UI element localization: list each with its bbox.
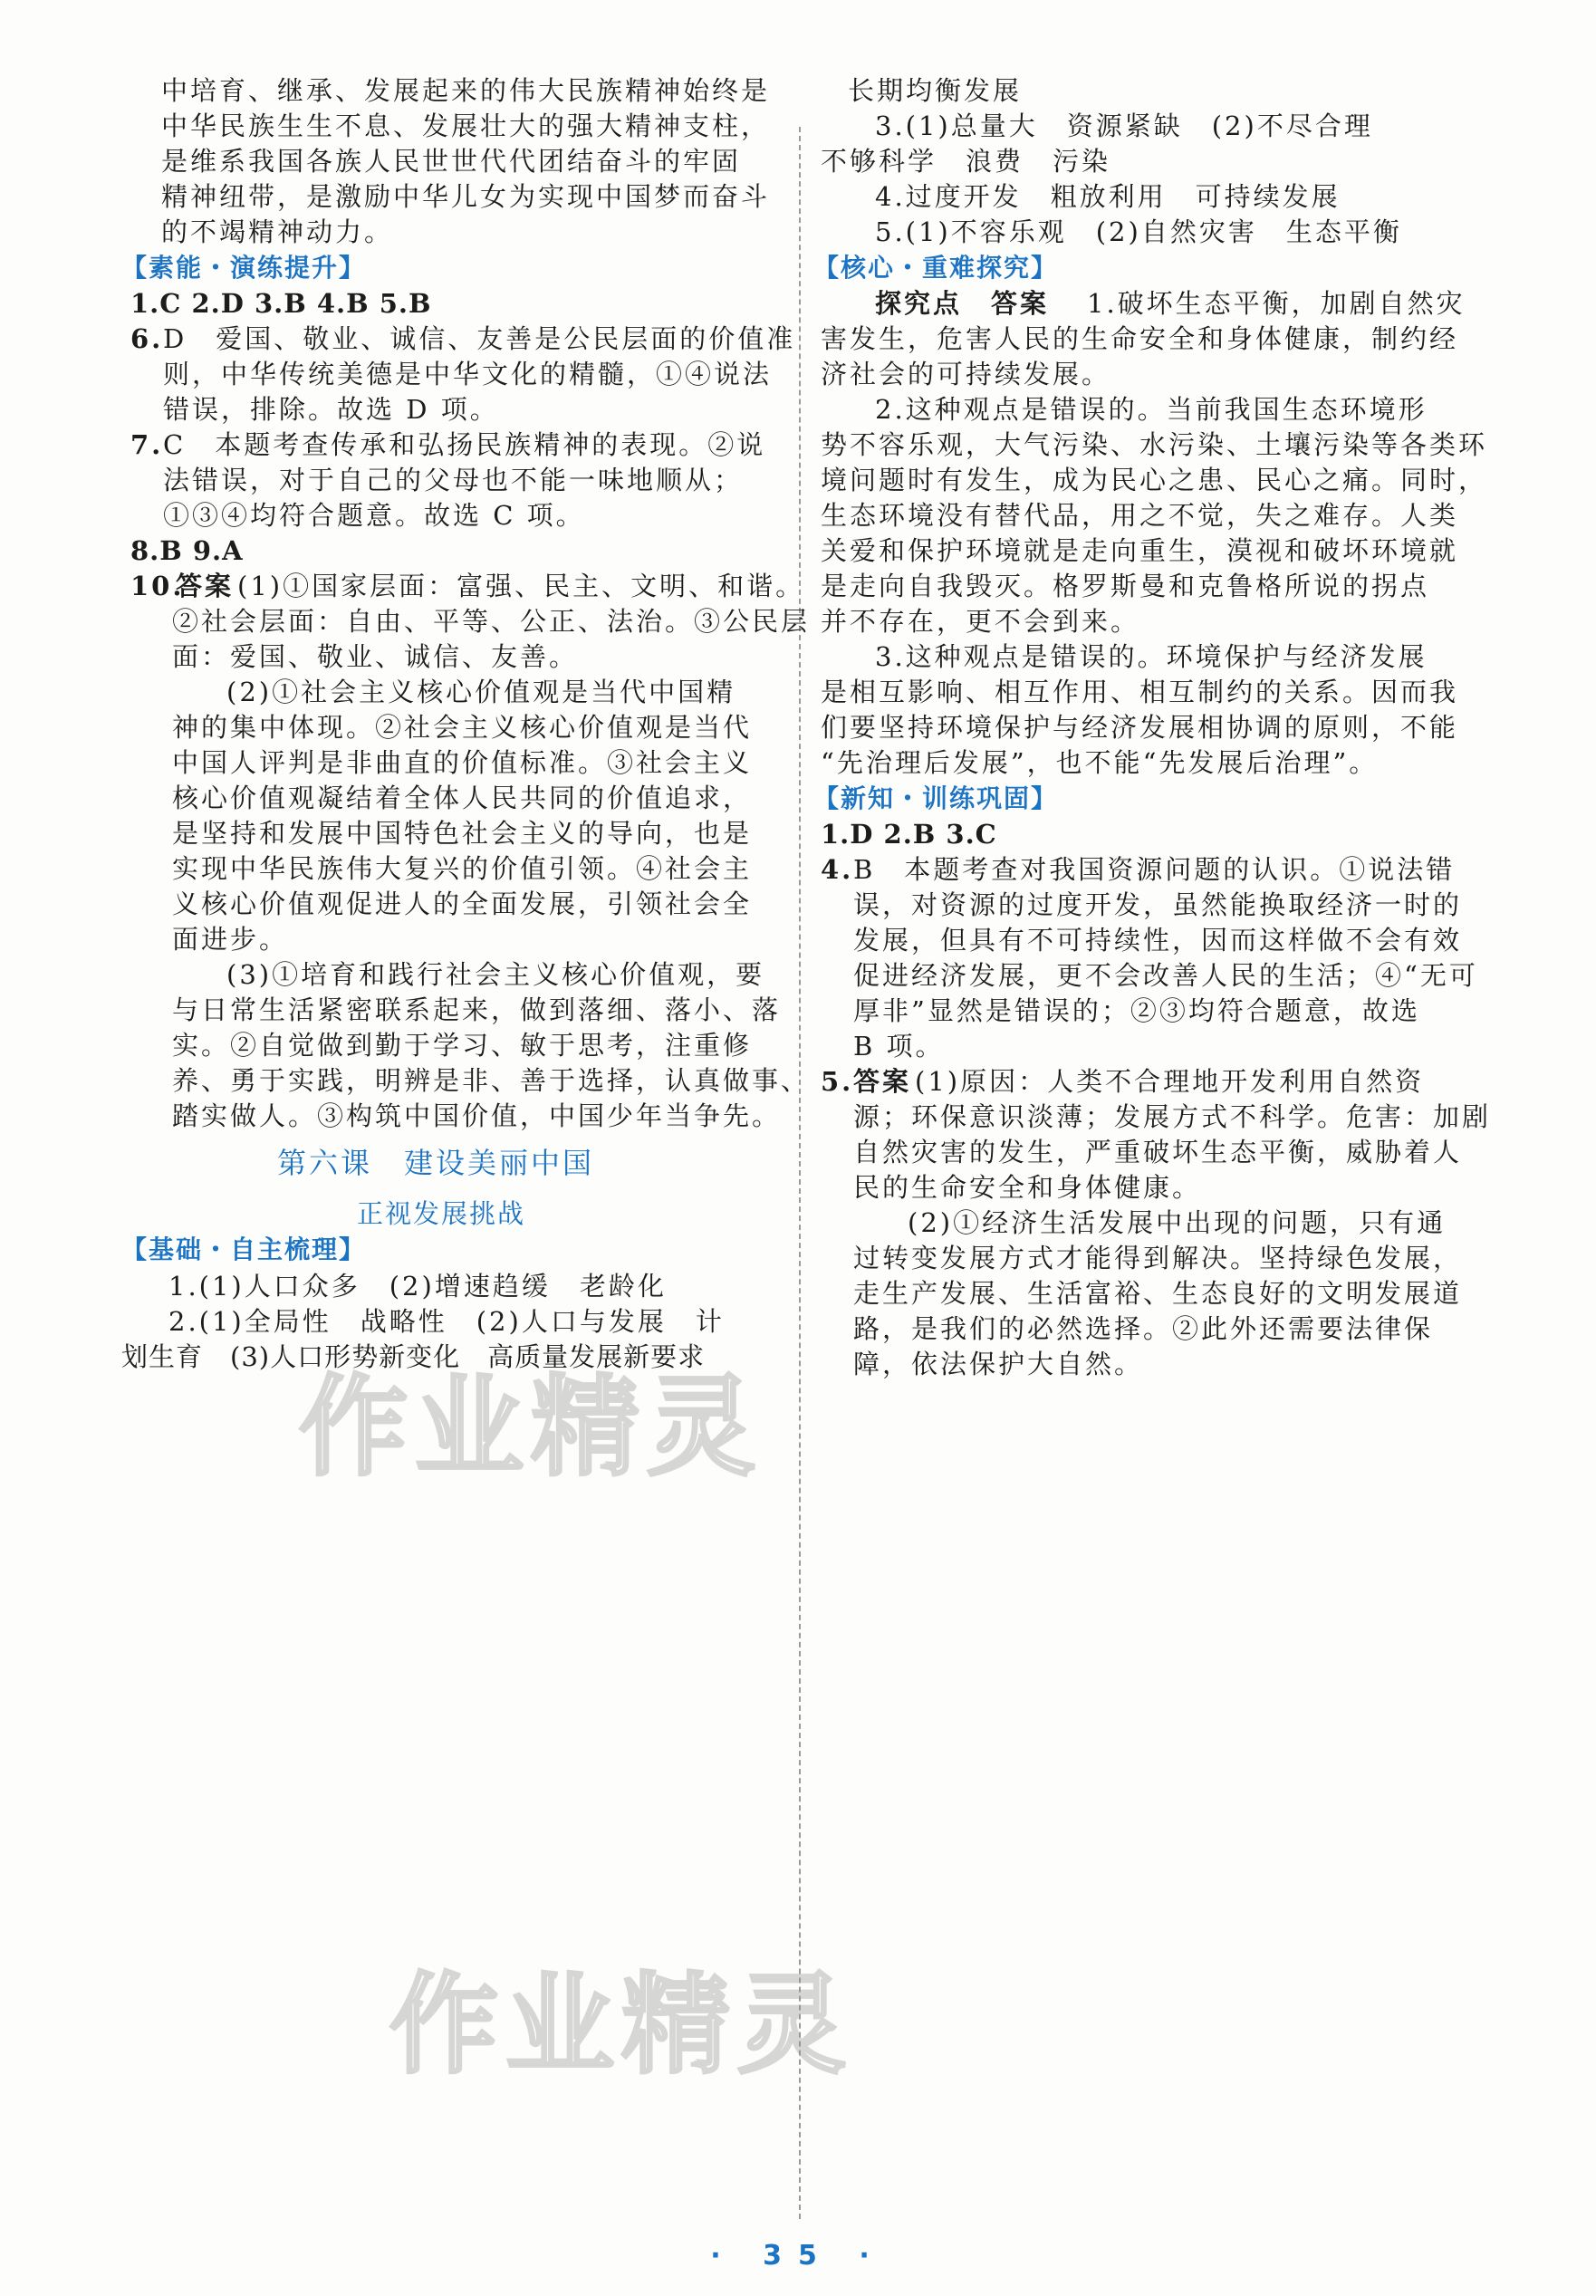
text-line: 实现中华民族伟大复兴的价值引领。④社会主 (172, 853, 753, 884)
text-line: 5.(1)不容乐观 (2)自然灾害 生态平衡 (875, 216, 1402, 247)
text-line: 厚非”显然是错误的；②③均符合题意，故选 (853, 995, 1420, 1026)
text-line: 源；环保意识淡薄；发展方式不科学。危害：加剧 (853, 1101, 1492, 1132)
answers-1-5: 1.C 2.D 3.B 4.B 5.B (130, 288, 432, 319)
page-number: · 35 · (710, 2240, 886, 2272)
text-line: 并不存在，更不会到来。 (821, 606, 1140, 637)
text-line: (1)原因：人类不合理地开发利用自然资 (915, 1066, 1425, 1097)
explore-label: 探究点 答案 (875, 288, 1050, 319)
text-line: (2)①经济生活发展中出现的问题，只有通 (908, 1207, 1447, 1238)
question-number: 6. (130, 323, 164, 354)
text-line: 自然灾害的发生，严重破坏生态平衡，威胁着人 (853, 1137, 1463, 1167)
text-line: 2.(1)全局性 战略性 (2)人口与发展 计 (168, 1306, 725, 1337)
section-heading-xinzhi: 【新知・训练巩固】 (813, 783, 1059, 813)
text-line: 划生育 (3)人口形势新变化 高质量发展新要求 (121, 1341, 706, 1372)
question-number: 4. (821, 854, 854, 885)
text-line: 关爱和保护环境就是走向重生，漠视和破坏环境就 (821, 535, 1459, 566)
text-line: (1)①国家层面：富强、民主、文明、和谐。 (237, 571, 805, 601)
text-line: 们要坚持环境保护与经济发展相协调的原则，不能 (821, 712, 1459, 743)
text-line: 路，是我们的必然选择。②此外还需要法律保 (853, 1313, 1434, 1344)
text-line: 3.这种观点是错误的。环境保护与经济发展 (875, 641, 1428, 672)
section-heading-suneng: 【素能・演练提升】 (121, 253, 367, 283)
text-line: 1.(1)人口众多 (2)增速趋缓 老龄化 (168, 1271, 667, 1302)
text-line: 4.过度开发 粗放利用 可持续发展 (875, 181, 1341, 212)
text-line: 3.(1)总量大 资源紧缺 (2)不尽合理 (875, 110, 1373, 141)
text-line: 则，中华传统美德是中华文化的精髓，①④说法 (163, 359, 773, 389)
question-number: 10. (130, 571, 185, 601)
text-line: 面：爱国、敬业、诚信、友善。 (172, 641, 579, 672)
text-line: 境问题时有发生，成为民心之患、民心之痛。同时， (821, 465, 1488, 495)
text-line: B 本题考查对我国资源问题的认识。①说法错 (853, 854, 1456, 885)
text-line: 踏实做人。③构筑中国价值，中国少年当争先。 (172, 1100, 782, 1131)
watermark-bottom: 作业精灵 (389, 1963, 853, 2089)
text-line: 是维系我国各族人民世世代代团结奋斗的牢固 (161, 146, 742, 177)
text-line: 不够科学 浪费 污染 (821, 146, 1111, 177)
watermark-mid: 作业精灵 (299, 1365, 763, 1491)
text-line: B 项。 (853, 1031, 945, 1062)
text-line: 面进步。 (172, 924, 289, 955)
text-line: 过转变发展方式才能得到解决。坚持绿色发展， (853, 1243, 1463, 1273)
text-line: 害发生，危害人民的生命安全和身体健康，制约经 (821, 323, 1459, 354)
answer-label: 答案 (853, 1066, 912, 1097)
text-line: 2.这种观点是错误的。当前我国生态环境形 (875, 394, 1428, 425)
answers-1-3: 1.D 2.B 3.C (821, 819, 997, 850)
text-line: D 爱国、敬业、诚信、友善是公民层面的价值准 (163, 323, 796, 354)
answer-label: 答案 (176, 571, 235, 601)
answers-8-9: 8.B 9.A (130, 535, 244, 566)
text-line: 义核心价值观促进人的全面发展，引领社会全 (172, 889, 753, 919)
text-line: 障，依法保护大自然。 (853, 1349, 1144, 1379)
text-line: 中国人评判是非曲直的价值标准。③社会主义 (172, 747, 753, 778)
text-line: 势不容乐观，大气污染、水污染、土壤污染等各类环 (821, 429, 1488, 460)
text-line: 实。②自觉做到勤于学习、敏于思考，注重修 (172, 1030, 753, 1061)
text-line: (3)①培育和践行社会主义核心价值观，要 (226, 959, 765, 990)
text-line: 神的集中体现。②社会主义核心价值观是当代 (172, 712, 753, 743)
lesson-subtitle: 正视发展挑战 (357, 1198, 526, 1229)
section-heading-hexin: 【核心・重难探究】 (813, 253, 1059, 283)
text-line: 是相互影响、相互作用、相互制约的关系。因而我 (821, 677, 1459, 707)
text-line: 精神纽带，是激励中华儿女为实现中国梦而奋斗 (161, 181, 771, 212)
text-line: (2)①社会主义核心价值观是当代中国精 (226, 677, 736, 707)
text-line: 走生产发展、生活富裕、生态良好的文明发展道 (853, 1278, 1463, 1309)
text-line: ②社会层面：自由、平等、公正、法治。③公民层 (172, 606, 811, 637)
text-line: 错误，排除。故选 D 项。 (163, 394, 499, 425)
text-line: 误，对资源的过度开发，虽然能换取经济一时的 (853, 889, 1463, 920)
section-heading-jichu: 【基础・自主梳理】 (121, 1234, 367, 1264)
question-number: 5. (821, 1066, 854, 1097)
text-line: 中培育、继承、发展起来的伟大民族精神始终是 (161, 75, 771, 106)
lesson-title: 第六课 建设美丽中国 (277, 1146, 595, 1180)
text-line: 与日常生活紧密联系起来，做到落细、落小、落 (172, 994, 782, 1025)
text-line: 长期均衡发展 (848, 75, 1023, 106)
text-line: 发展，但具有不可持续性，因而这样做不会有效 (853, 925, 1463, 956)
text-line: 是走向自我毁灭。格罗斯曼和克鲁格所说的拐点 (821, 571, 1430, 601)
text-line: 法错误，对于自己的父母也不能一味地顺从； (163, 465, 744, 495)
text-line: 促进经济发展，更不会改善人民的生活；④“无可 (853, 960, 1478, 991)
text-line: 的不竭精神动力。 (161, 216, 394, 247)
text-line: 中华民族生生不息、发展壮大的强大精神支柱， (161, 110, 771, 141)
text-line: 民的生命安全和身体健康。 (853, 1172, 1202, 1203)
question-number: 7. (130, 429, 164, 460)
text-line: 济社会的可持续发展。 (821, 359, 1111, 389)
text-line: 核心价值观凝结着全体人民共同的价值追求， (172, 783, 753, 813)
text-line: 养、勇于实践，明辨是非、善于选择，认真做事、 (172, 1065, 811, 1096)
text-line: 生态环境没有替代品，用之不觉，失之难存。人类 (821, 500, 1459, 531)
text-line: C 本题考查传承和弘扬民族精神的表现。②说 (163, 429, 766, 460)
text-line: ①③④均符合题意。故选 C 项。 (163, 500, 585, 531)
text-line: 1.破坏生态平衡，加剧自然灾 (1087, 288, 1466, 319)
column-divider (799, 127, 801, 2219)
text-line: 是坚持和发展中国特色社会主义的导向，也是 (172, 818, 753, 849)
text-line: “先治理后发展”，也不能“先发展后治理”。 (821, 747, 1379, 778)
